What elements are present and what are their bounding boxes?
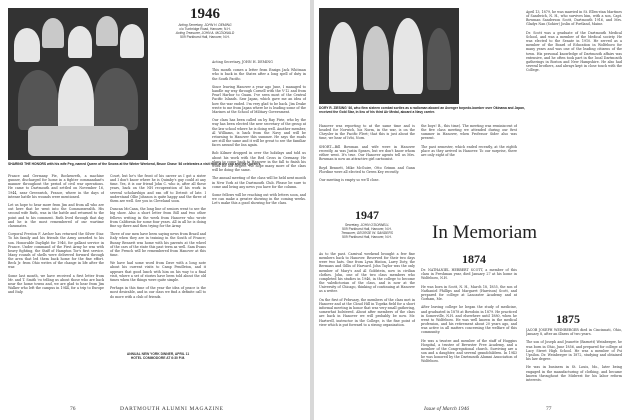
column-f-obituary: JACOB JOSEPH WEINBERGER died in Cincinnati, Ohio, January 8, after an illness of two years. The son of Joseph and Jeanette (Barnett) Weinberger, he was born in Ohio, June 1856, and prepared for college at Lacy Street High School. He was a member of Psi Upsilon. Dr. Weinberger in 1872, studying and obtained his law degree. He was in business in St. Louis, Mo., later being engaged in the manufacturing of clothing, and became known throughout the Midwest for his labor reform interests. [526,328,622,382]
header-line: Treasurer, GEORGE W. SANDERS [341,231,393,235]
left-page [0,0,310,420]
column-d-obituary: Dr. NATHANIEL HERBERT SCOTT, a member of this class in Freshman year, died January 27 at his home in Wolfeboro, N.H. He was born in Scott, N. H., March 18, 1855, the son of Nathaniel Phillips and Margaret (Harrison) Scott, and prepared for college at Lancaster Academy and at Gorham, Me. After leaving college he began the study of medicine, and graduated in 1878 at Bowdoin in 1879. He practiced in Somerville, N.H. and elsewhere until 1880, when he went to Wolfeboro. He was well known in the medical profession, and his retirement about 20 years ago, and was active in all matters concerning the welfare of this community. He was a trustee and member of the staff of Huggins Hospital, a trustee of Brewster Free Academy, and a member of the Congregational church. Surviving are a son and a daughter, and several grandchildren. In 1943 he was honored by the Dartmouth Alumni Association of Wolfeboro. [421,268,517,364]
page-number-right: 77 [546,406,552,412]
photo-caption: SHARING THE HONORS with his wife Peg, named Queen of the Snows at the Winter Weekend, Bruce Chase '46 celebrates a visit hold at the cap and the Queen's. [8,162,262,166]
class-1947-header [319,208,415,239]
header-line: c/o Tunbridge Road, Hanover, N.H. [179,27,231,31]
dinner-notice [110,352,206,360]
header-line: Secretary, JOHN O'DONNELL [344,223,390,227]
column-right-1946: Acting Secretary, JOHN H. DEMING This month comes a letter from Ensign Jack Whitman who is back in the States after a long spell of duty in the South Pacific. Since leaving Hanover a year ago June, I managed to handle my way through Cornell with the V-12 and from Pearl Harbor to Guam. I've seen most of the Central Pacific Islands. Saw Japan, which gave me an idea of how the war ended. I'm very glad to be back. Jim Drake wrote to me from Japan where he is leading some of the Marines at the School of Military Government. Our class has been called on by Ray Pirie, who by the way has been elected the new secretary of the group at the law school where he is doing well. Another member, Al Williams, is back from the Navy and will be returning to Hanover this summer. He says the roads are still the same and it will be great to see the familiar faces around the Inn again. Bob Kilmer dropped in over the holidays and told us about his work with the Red Cross in Germany. He plans to come back to Hanover in the fall to finish his work for his degree. We hope many more of the class will be doing the same. The annual meeting of the class will be held next month in New York at the Dartmouth Club. Please be sure to come and bring any news you have for the column. Some fellows will be reaching out with letters soon, and we can make a greater showing in the coming weeks. Let's make this a good showing for the class. [212,60,306,206]
header-line: 509 Parkhurst Hall, Hanover, N.H. [342,235,392,239]
column-e-obituary: April 13, 1879, he was married in St. Ellen-stan Martines of Sandwich, N. H., who survives him, with a son, Capt. Bowman Sanderson Scott, Dartmouth 1916, and Mrs. Gladys Nan (Sohier) Joslin of Portland, Maine. Dr. Scott was a graduate of the Dartmouth Medical School, and was a member of the Medical society. He was elected to the Senate in 1910. He served as a member of the Board of Education in Wolfeboro for many years and was one of the leading citizens of the town. His personal knowledge of Dartmouth affairs was extensive, and he often took part in the local Dartmouth gatherings in Boston and New Hampshire. He also had several brothers, and always kept in close touch with the College. [526,10,622,73]
left-page-header [150,6,260,39]
class-year-1875: 1875 [556,312,580,326]
column-left: France and Germany. Pie, Bockenreth, a machine gunner, discharged for home in a fighter commandant's manner throughout the period of civil war operations. He came to Dartmouth and settled on November 16, 1944, near Greenwich, France, where in the days of intense battle his wounds were mentioned. Let us hope to hear more from Jim and from all who are out here that he went into the Commonwealth. His second wife Ruth, was in the battle and returned to the point and to his comment. Ruth lived through that day and he is the most remembered of our wartime classmates. Corporal Preston F. Archer has returned the Silver Star. To his family and his friends the Army awarded to his son. Honorable Daylight for 1946, for gallant service in France. Under command of the First Army he was with heavy fighting, the Staff of Hampton Tor's first service. Many rounds of shells were delivered forward through the area that led them back home for the fine effort. Beck Jr. from Ohio writes of the change in life after the war. Some last month, we have received a first letter from Mr. and T. Smith 'ro telling us about those who are back near the home towns and, we are glad to hear from Jim Walker who left the campus in 1944, for a trip to Europe and Italy. [8,174,104,295]
column-a: Hanover was reporting to at the same time and is headed for Norwich, his Norm, in the war, is on the Chrysler in the Pacific Fleet; that this is just about the time, we hear of Ivbi, Norn. SHORT—Bill Bowman and wife were in Hanover recently, as was Justin Spears, but we don't know whom either went. It's true. Our Hanover agents tell us Mrs. Bowman is now an attractive girl cartoonist. Boyd Bennett, Mike McGuire, Otto Grimm and Gunn Flordine were all elected to Green Key recently. Our meeting is empty so we'll close. [319,124,415,183]
award-ceremony-photo [319,8,459,104]
in-memoriam-title: In Memoriam [432,222,538,243]
column-b: the boys! B., this time). The meeting was reminiscent of the five class meeting we attended during our first summer in Hanover, when Professor Sider also was present. The past semester, which ended recently, at the eighth place as they arrived in Hanover. To our surprise, there are only eight of the [421,124,517,158]
notice-line: HOTEL COMMODORE AT 6:30 P.M. [130,356,186,360]
header-line: Acting Treasurer, JOHN A. MCDONALD [175,31,235,35]
class-year-1947: 1947 [355,208,379,222]
right-page [314,0,628,420]
header-line: Acting Secretary, JOHN H. DEMING [178,23,232,27]
award-photo-caption: DORY R. ZIESING '46, who flew sixteen combat sorties as a radioman aboard an Avenger torpedo-bomber over Okinawa and Japan, received the Gold Star, in lieu of his third Air Medal, aboard a Navy carrier. [319,106,525,114]
class-year-1946: 1946 [190,6,220,22]
magazine-title: DARTMOUTH ALUMNI MAGAZINE [120,406,224,412]
issue-label: Issue of March 1946 [424,406,470,412]
notice-line: ANNUAL NEW YORK DINNER, APRIL 11 [126,352,190,356]
page-number-left: 76 [70,406,76,412]
header-line: 509 Parkhurst Hall, Hanover, N.H. [180,35,230,39]
column-middle-left: Court, but he's the front of his career as I got a sister and I don't know where he is Quimby's guy could at any time. Yes, it is our friend John C. who is, after all these years, back on the NH recuperation of his work in several scholarships and ran off to Detroit of late. I understand Ollie Johnson is quite happy and the three of them are well. See you in Cleveland soon. Duncan McCann, the long line of seniors went to see the big show. Also a short letter from Bill and two other fellows writing in the week from Hanover who wrote from California for some four years. All in all he is doing fine up there and then trying for the Army. Three of our men have been saying news from Brazil and Italy when they are in training in the South of France; Bunny Bennett was home with his parents at the wheel of the cars of the state this past term as well. Sam Evans of the French will be remembered from Hanover at this time. We have had some word from Dave with a long note about his current visits to Camp Pendleton, and it appears that good lunch with him on his way to a final visit, where a set of stories have been told about the old times when the things were quite simple. Perhaps in this time of the year the idea of peace is the most desirable, and in our class we find a definite call to do more with a club of friends. [110,174,206,299]
winter-carnival-photo [8,8,148,160]
column-c: As to the past. Carnival weekend brought a few fine members back to Hanover. Reserved for their two days were two hats. One from Lynn Hinton, Larry Doty, the Bermans and Gillis of Harvard. John Taylor was the only member of Mary's and Al Goldstein, now in civilian clothes. John, one of the two class members who completed his studies in 1946, in the college to become the valedictorian of the class, and is now at the University of Chicago, thinking of continuing at Hanover as a writer. On the first of February, the members of the class met in Hanover and at the Cloud Hill in Topeka field for a short informal meeting in honor that was very small gathering, somewhat bolstered. About after members of the class are back in Hanover we will probably be now. Mr. Hartwell, instructor in the College, is the fine point of view which is put forward to a strong organization. [319,252,415,327]
header-line: 509 Parkhurst Hall, Hanover, N.H. [342,227,392,231]
class-year-1874: 1874 [462,252,486,266]
